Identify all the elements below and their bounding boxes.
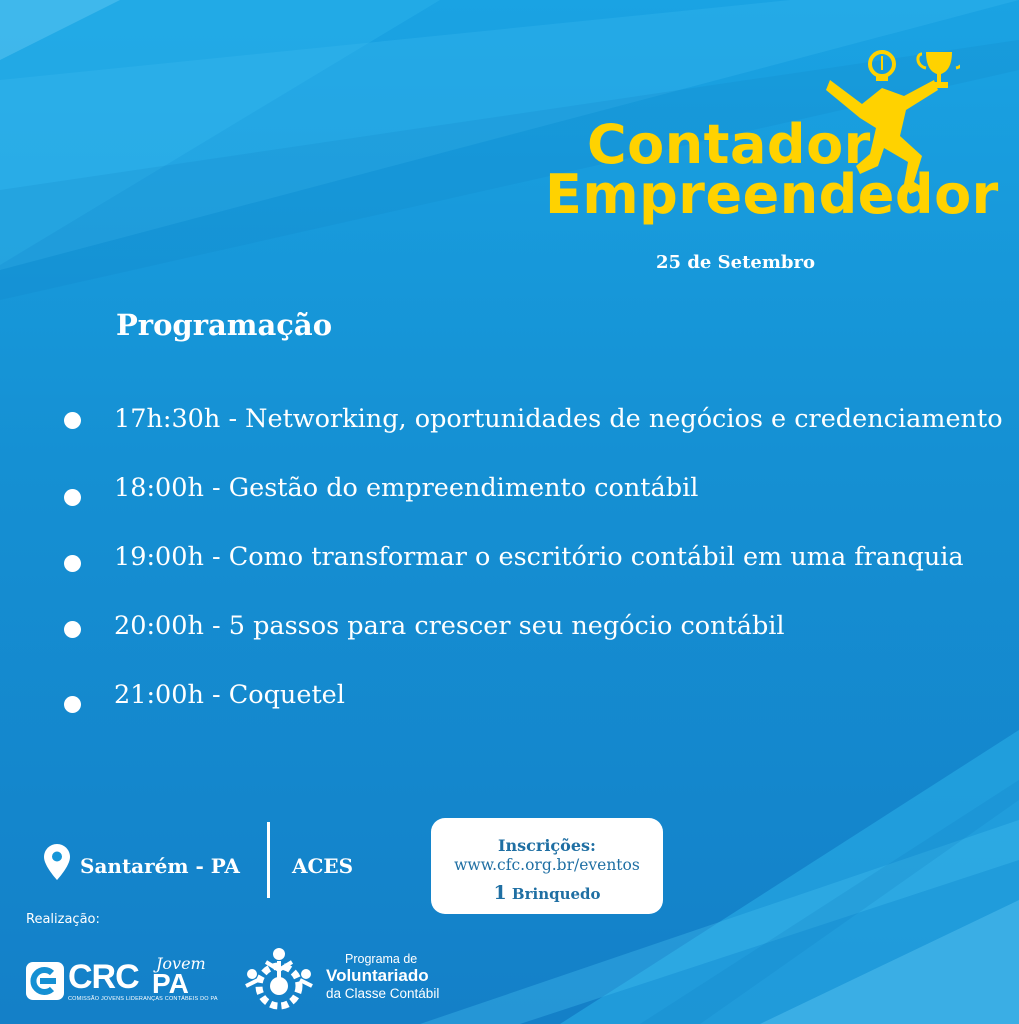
registration-link[interactable]: www.cfc.org.br/eventos (454, 856, 640, 874)
program-logo-line2: Voluntariado (326, 966, 429, 985)
crc-logo-jovem: Jovem (156, 954, 206, 973)
schedule-list (60, 400, 1003, 745)
event-date: 25 de Setembro (656, 252, 815, 273)
registration-fee-item: Brinquedo (511, 885, 601, 903)
crc-logo-pa: PA (152, 968, 189, 999)
section-title: Programação (116, 308, 333, 342)
schedule-item-text: 21:00h - Coquetel (114, 680, 345, 710)
registration-fee (431, 882, 663, 904)
schedule-item-text: 20:00h - 5 passos para crescer seu negócio contábil (114, 611, 785, 641)
schedule-item-text: 17h:30h - Networking, oportunidades de negócios e credenciamento (114, 404, 1003, 434)
program-logo-line1: Programa de (345, 952, 418, 966)
crc-jovem-pa-logo (26, 952, 216, 1012)
brand-title-line2: Empreendedor (545, 163, 999, 226)
bullet-icon (64, 489, 81, 506)
schedule-item-text: 18:00h - Gestão do empreendimento contábil (114, 473, 699, 503)
location-divider (267, 822, 270, 898)
schedule-item (60, 607, 1000, 676)
schedule-item (60, 676, 1000, 745)
volunteer-gear-icon (240, 946, 318, 1012)
event-brand-title (545, 113, 999, 226)
location-city: Santarém - PA (80, 854, 240, 878)
crc-logo-tagline: COMISSÃO JOVENS LIDERANÇAS CONTÁBEIS DO PA (68, 996, 218, 1002)
schedule-item (60, 469, 1000, 538)
brand-title-line1: Contador (587, 113, 871, 176)
program-logo-line3: da Classe Contábil (326, 986, 440, 1001)
schedule-item-text: 19:00h - Como transformar o escritório contábil em uma franquia (114, 542, 964, 572)
bullet-icon (64, 555, 81, 572)
map-pin-icon (44, 844, 70, 880)
registration-fee-number: 1 (493, 882, 507, 904)
schedule-item (60, 400, 1003, 469)
registration-box (431, 818, 663, 914)
credits-label: Realização: (26, 912, 100, 927)
bullet-icon (64, 412, 81, 429)
registration-title: Inscrições: (498, 836, 596, 855)
schedule-item (60, 538, 1000, 607)
voluntariado-program-logo (240, 944, 460, 1016)
crc-logo-word: CRC (68, 958, 139, 996)
bullet-icon (64, 696, 81, 713)
crc-logo-icon (26, 962, 64, 1000)
location-venue: ACES (292, 854, 354, 878)
bullet-icon (64, 621, 81, 638)
